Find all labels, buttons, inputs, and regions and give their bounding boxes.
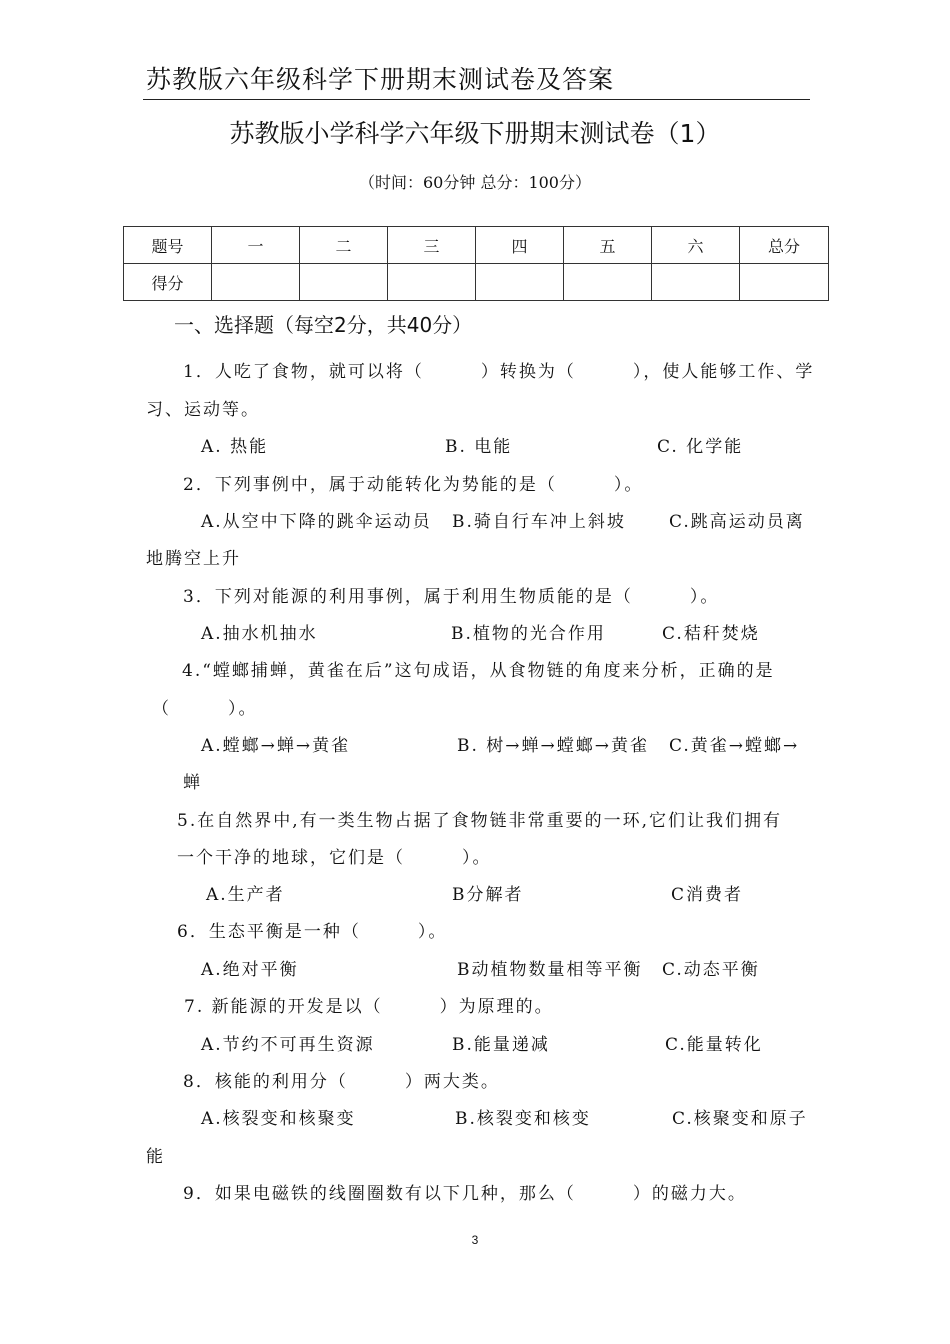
header-cell: 三 [388,227,476,264]
header-cell: 总分 [740,227,829,264]
question-1-option-b: B. 电能 [445,437,513,457]
question-3-option-a: A.抽水机抽水 [201,624,318,644]
header-divider [143,99,810,100]
question-5-stem: 5.在自然界中,有一类生物占据了食物链非常重要的一环,它们让我们拥有 [177,811,783,831]
question-2-option-b: B.骑自行车冲上斜坡 [452,512,626,532]
document-header: 苏教版六年级科学下册期末测试卷及答案 [146,65,615,94]
header-cell: 一 [212,227,300,264]
section-heading: 一、选择题（每空2分，共40分） [174,313,473,337]
exam-subtitle: （时间：60分钟 总分：100分） [359,173,591,192]
question-1-option-a: A. 热能 [201,437,269,457]
score-table-score-row [124,264,829,301]
question-8-option-c-cont: 能 [146,1147,165,1167]
question-6-option-a: A.绝对平衡 [201,960,299,980]
page-number: 3 [471,1233,479,1247]
question-6-stem: 6．生态平衡是一种（ ）。 [177,922,448,942]
question-4-stem-cont: （ ）。 [152,699,258,719]
question-2-option-c-cont: 地腾空上升 [146,549,241,569]
question-7-option-a: A.节约不可再生资源 [201,1035,375,1055]
question-3-option-c: C.秸秆焚烧 [662,624,760,644]
question-9-stem: 9．如果电磁铁的线圈圈数有以下几种，那么（ ）的磁力大。 [183,1184,747,1204]
question-7-option-c: C.能量转化 [665,1035,763,1055]
question-8-stem: 8．核能的利用分（ ）两大类。 [183,1072,500,1092]
question-5-option-b: B分解者 [452,885,524,905]
question-1-option-c: C. 化学能 [657,437,744,457]
score-cell [388,264,476,301]
header-cell: 六 [652,227,740,264]
question-2-stem: 2．下列事例中，属于动能转化为势能的是（ ）。 [183,475,644,495]
question-6-option-b: B动植物数量相等平衡 [457,960,643,980]
score-cell [652,264,740,301]
question-1-stem: 1．人吃了食物，就可以将（ ）转换为（ ），使人能够工作、学 [183,362,815,382]
question-4-option-b: B. 树→蝉→螳螂→黄雀 [457,736,650,756]
question-8-option-b: B.核裂变和核变 [455,1109,591,1129]
score-cell [212,264,300,301]
header-cell: 二 [300,227,388,264]
score-cell [300,264,388,301]
score-cell [740,264,829,301]
question-3-stem: 3．下列对能源的利用事例，属于利用生物质能的是（ ）。 [183,587,720,607]
question-5-stem-cont: 一个干净的地球，它们是（ ）。 [177,848,492,868]
question-8-option-a: A.核裂变和核聚变 [201,1109,356,1129]
score-cell [476,264,564,301]
question-2-option-c: C.跳高运动员离 [669,512,805,532]
score-cell [564,264,652,301]
question-7-stem: 7. 新能源的开发是以（ ）为原理的。 [184,997,554,1017]
header-cell: 五 [564,227,652,264]
question-8-option-c: C.核聚变和原子 [672,1109,808,1129]
exam-title: 苏教版小学科学六年级下册期末测试卷（1） [229,119,721,148]
question-4-option-c: C.黄雀→螳螂→ [669,736,800,756]
question-7-option-b: B.能量递减 [452,1035,550,1055]
question-5-option-c: C消费者 [671,885,744,905]
question-4-stem: 4.“螳螂捕蝉，黄雀在后”这句成语，从食物链的角度来分析，正确的是 [182,661,775,681]
question-3-option-b: B.植物的光合作用 [451,624,606,644]
question-6-option-c: C.动态平衡 [662,960,760,980]
score-table [123,226,829,301]
header-cell: 四 [476,227,564,264]
question-1-stem-cont: 习、运动等。 [146,400,260,420]
question-2-option-a: A.从空中下降的跳伞运动员 [201,512,432,532]
score-label-cell: 得分 [124,264,212,301]
question-4-option-c-cont: 蝉 [183,773,202,793]
header-cell: 题号 [124,227,212,264]
question-5-option-a: A.生产者 [206,885,285,905]
score-table-header-row [124,227,829,264]
question-4-option-a: A.螳螂→蝉→黄雀 [201,736,351,756]
